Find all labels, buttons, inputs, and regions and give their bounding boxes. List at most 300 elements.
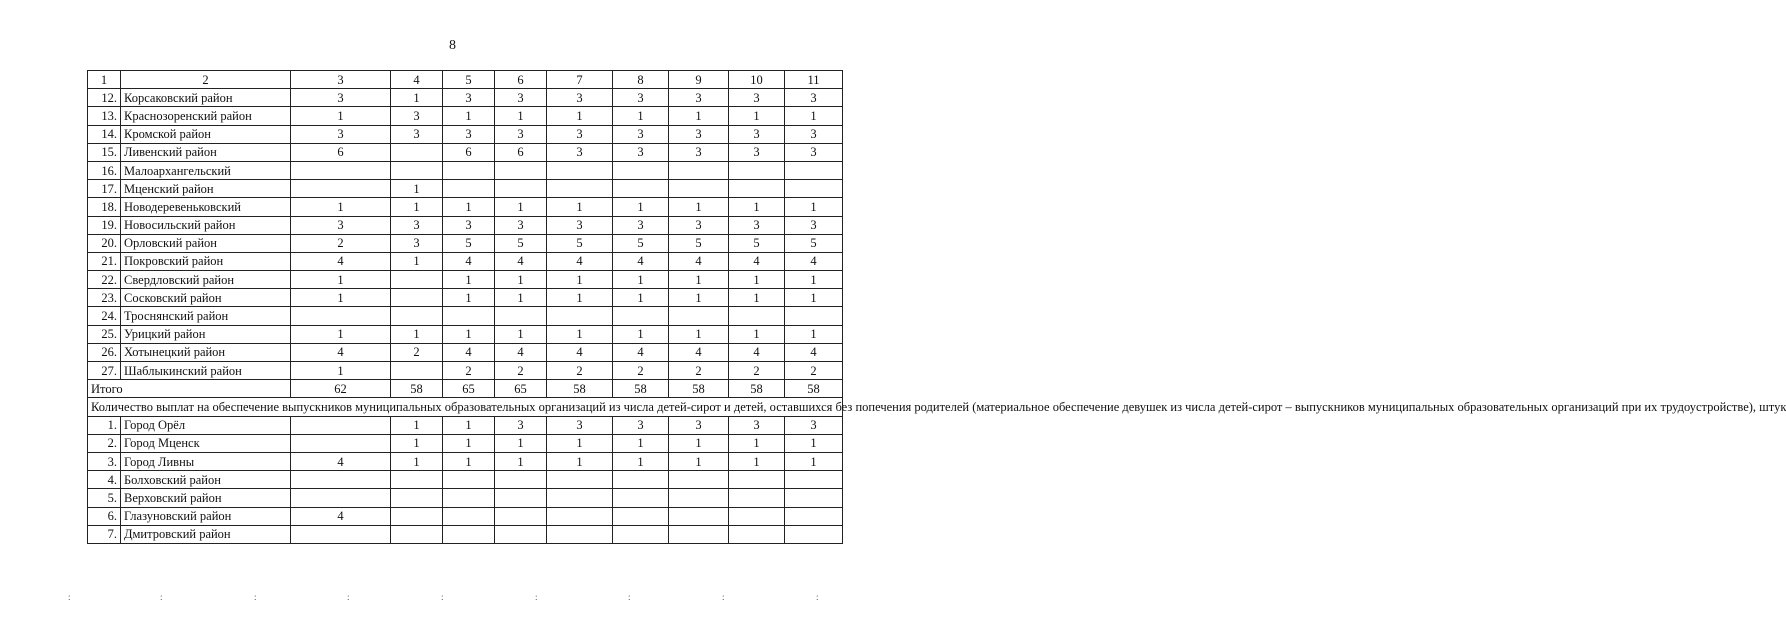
value-cell <box>547 525 613 543</box>
header-cell: 4 <box>391 71 443 89</box>
value-cell <box>391 489 443 507</box>
value-cell: 1 <box>729 198 785 216</box>
value-cell <box>613 525 669 543</box>
district-name: Город Орёл <box>121 416 291 434</box>
value-cell: 1 <box>443 198 495 216</box>
value-cell: 3 <box>547 416 613 434</box>
header-cell: 9 <box>669 71 729 89</box>
district-name: Шаблыкинский район <box>121 362 291 380</box>
row-number: 5. <box>88 489 121 507</box>
value-cell: 1 <box>495 434 547 452</box>
value-cell <box>291 434 391 452</box>
value-cell: 4 <box>785 252 843 270</box>
value-cell: 1 <box>729 271 785 289</box>
value-cell: 1 <box>785 452 843 470</box>
value-cell <box>547 507 613 525</box>
table-row <box>88 325 843 343</box>
value-cell: 1 <box>729 289 785 307</box>
value-cell: 1 <box>391 452 443 470</box>
value-cell: 1 <box>785 325 843 343</box>
value-cell: 1 <box>391 180 443 198</box>
total-value: 58 <box>729 380 785 398</box>
row-number: 17. <box>88 180 121 198</box>
table-row <box>88 362 843 380</box>
district-name: Город Мценск <box>121 434 291 452</box>
value-cell: 5 <box>613 234 669 252</box>
value-cell: 1 <box>669 325 729 343</box>
value-cell <box>495 507 547 525</box>
value-cell: 1 <box>443 452 495 470</box>
table-row <box>88 216 843 234</box>
value-cell: 4 <box>291 252 391 270</box>
value-cell: 3 <box>729 216 785 234</box>
value-cell: 1 <box>443 325 495 343</box>
value-cell: 1 <box>443 107 495 125</box>
value-cell <box>729 525 785 543</box>
value-cell: 4 <box>729 252 785 270</box>
value-cell <box>391 507 443 525</box>
value-cell <box>669 180 729 198</box>
table-row <box>88 307 843 325</box>
value-cell: 4 <box>495 252 547 270</box>
value-cell <box>785 161 843 179</box>
value-cell: 3 <box>291 216 391 234</box>
value-cell: 3 <box>613 143 669 161</box>
total-row <box>88 380 843 398</box>
value-cell: 4 <box>291 343 391 361</box>
value-cell: 1 <box>613 325 669 343</box>
value-cell: 3 <box>613 125 669 143</box>
value-cell <box>547 489 613 507</box>
header-row <box>88 71 843 89</box>
value-cell <box>547 307 613 325</box>
value-cell: 4 <box>547 343 613 361</box>
value-cell: 3 <box>443 89 495 107</box>
value-cell <box>669 471 729 489</box>
value-cell: 1 <box>547 452 613 470</box>
table-row <box>88 198 843 216</box>
value-cell <box>729 507 785 525</box>
value-cell: 3 <box>443 125 495 143</box>
value-cell <box>391 271 443 289</box>
value-cell <box>443 525 495 543</box>
value-cell: 3 <box>547 143 613 161</box>
row-number: 15. <box>88 143 121 161</box>
value-cell <box>785 489 843 507</box>
value-cell: 1 <box>669 271 729 289</box>
value-cell: 5 <box>729 234 785 252</box>
row-number: 22. <box>88 271 121 289</box>
value-cell: 1 <box>495 198 547 216</box>
value-cell: 5 <box>443 234 495 252</box>
table-row <box>88 271 843 289</box>
value-cell <box>391 143 443 161</box>
total-value: 65 <box>495 380 547 398</box>
value-cell: 3 <box>291 125 391 143</box>
value-cell: 4 <box>291 452 391 470</box>
value-cell: 1 <box>391 416 443 434</box>
value-cell <box>729 180 785 198</box>
value-cell: 1 <box>613 289 669 307</box>
table-row <box>88 252 843 270</box>
total-value: 62 <box>291 380 391 398</box>
value-cell <box>443 471 495 489</box>
value-cell: 3 <box>495 216 547 234</box>
value-cell: 1 <box>291 107 391 125</box>
value-cell <box>547 471 613 489</box>
value-cell: 4 <box>547 252 613 270</box>
value-cell: 4 <box>785 343 843 361</box>
value-cell <box>291 307 391 325</box>
row-number: 26. <box>88 343 121 361</box>
value-cell: 1 <box>443 289 495 307</box>
district-name: Новосильский район <box>121 216 291 234</box>
value-cell <box>729 471 785 489</box>
district-name: Город Ливны <box>121 452 291 470</box>
table-body <box>88 71 1786 544</box>
value-cell <box>495 489 547 507</box>
value-cell: 6 <box>443 143 495 161</box>
value-cell: 3 <box>785 416 843 434</box>
value-cell <box>729 161 785 179</box>
value-cell: 1 <box>547 271 613 289</box>
value-cell: 3 <box>547 216 613 234</box>
value-cell: 5 <box>669 234 729 252</box>
value-cell: 5 <box>547 234 613 252</box>
table-row <box>88 343 843 361</box>
value-cell: 1 <box>495 107 547 125</box>
row-number: 24. <box>88 307 121 325</box>
row-number: 27. <box>88 362 121 380</box>
value-cell: 5 <box>785 234 843 252</box>
value-cell <box>391 525 443 543</box>
total-value: 58 <box>669 380 729 398</box>
table-row <box>88 234 843 252</box>
value-cell: 3 <box>729 89 785 107</box>
header-cell: 10 <box>729 71 785 89</box>
table-row <box>88 489 843 507</box>
value-cell: 1 <box>391 198 443 216</box>
value-cell: 3 <box>785 89 843 107</box>
value-cell: 1 <box>613 198 669 216</box>
value-cell <box>495 161 547 179</box>
row-number: 6. <box>88 507 121 525</box>
value-cell: 6 <box>495 143 547 161</box>
value-cell <box>443 489 495 507</box>
value-cell: 1 <box>291 289 391 307</box>
value-cell: 1 <box>613 107 669 125</box>
district-name: Кромской район <box>121 125 291 143</box>
value-cell: 1 <box>291 198 391 216</box>
value-cell <box>613 180 669 198</box>
value-cell: 3 <box>669 89 729 107</box>
value-cell: 3 <box>729 416 785 434</box>
value-cell: 1 <box>443 434 495 452</box>
value-cell: 4 <box>729 343 785 361</box>
row-number: 7. <box>88 525 121 543</box>
value-cell: 3 <box>669 125 729 143</box>
value-cell: 2 <box>443 362 495 380</box>
value-cell <box>613 161 669 179</box>
value-cell <box>443 180 495 198</box>
value-cell <box>785 507 843 525</box>
table-row <box>88 161 843 179</box>
district-name: Верховский район <box>121 489 291 507</box>
value-cell: 6 <box>291 143 391 161</box>
table-row <box>88 289 843 307</box>
total-value: 65 <box>443 380 495 398</box>
value-cell: 3 <box>669 143 729 161</box>
value-cell <box>443 507 495 525</box>
row-number: 16. <box>88 161 121 179</box>
value-cell: 3 <box>495 416 547 434</box>
table-row <box>88 416 843 434</box>
value-cell: 4 <box>613 343 669 361</box>
table-row <box>88 471 843 489</box>
table-row <box>88 507 843 525</box>
value-cell: 3 <box>547 89 613 107</box>
district-name: Корсаковский район <box>121 89 291 107</box>
district-name: Краснозоренский район <box>121 107 291 125</box>
value-cell <box>729 489 785 507</box>
value-cell: 4 <box>443 343 495 361</box>
row-number: 20. <box>88 234 121 252</box>
value-cell: 3 <box>729 125 785 143</box>
value-cell <box>613 307 669 325</box>
value-cell <box>291 525 391 543</box>
district-name: Ливенский район <box>121 143 291 161</box>
value-cell: 3 <box>669 416 729 434</box>
value-cell: 1 <box>291 362 391 380</box>
value-cell: 1 <box>391 325 443 343</box>
value-cell: 4 <box>443 252 495 270</box>
value-cell <box>669 507 729 525</box>
header-cell: 1 <box>88 71 121 89</box>
district-name: Урицкий район <box>121 325 291 343</box>
value-cell: 1 <box>547 289 613 307</box>
value-cell: 3 <box>291 89 391 107</box>
value-cell: 2 <box>729 362 785 380</box>
value-cell <box>391 161 443 179</box>
value-cell: 3 <box>785 143 843 161</box>
district-name: Покровский район <box>121 252 291 270</box>
page-number: 8 <box>449 38 456 53</box>
table-row <box>88 525 843 543</box>
value-cell: 3 <box>391 107 443 125</box>
value-cell: 1 <box>669 107 729 125</box>
value-cell: 1 <box>391 434 443 452</box>
value-cell: 4 <box>613 252 669 270</box>
value-cell <box>495 525 547 543</box>
district-name: Глазуновский район <box>121 507 291 525</box>
row-number: 21. <box>88 252 121 270</box>
value-cell: 1 <box>669 198 729 216</box>
value-cell <box>785 525 843 543</box>
header-cell: 7 <box>547 71 613 89</box>
district-name: Орловский район <box>121 234 291 252</box>
section-heading: Количество выплат на обеспечение выпускников муниципальных образовательных организаций из числа детей-сирот и детей, оставшихся без попечения родителей (материальное обеспечение девушек из числа детей-сирот – выпускников муниципальных образовательных организаций при их трудоустройстве), штук <box>88 398 843 416</box>
value-cell <box>391 362 443 380</box>
value-cell <box>291 416 391 434</box>
value-cell <box>669 525 729 543</box>
value-cell <box>495 307 547 325</box>
table-row <box>88 107 843 125</box>
value-cell: 2 <box>391 343 443 361</box>
value-cell: 1 <box>547 107 613 125</box>
value-cell: 2 <box>613 362 669 380</box>
value-cell: 3 <box>547 125 613 143</box>
value-cell: 1 <box>669 452 729 470</box>
value-cell: 4 <box>669 252 729 270</box>
value-cell <box>613 489 669 507</box>
value-cell: 1 <box>443 271 495 289</box>
total-value: 58 <box>785 380 843 398</box>
value-cell <box>729 307 785 325</box>
total-value: 58 <box>391 380 443 398</box>
row-number: 13. <box>88 107 121 125</box>
district-name: Дмитровский район <box>121 525 291 543</box>
value-cell: 2 <box>785 362 843 380</box>
header-cell: 8 <box>613 71 669 89</box>
value-cell: 1 <box>391 252 443 270</box>
value-cell <box>443 161 495 179</box>
value-cell: 1 <box>729 107 785 125</box>
value-cell: 3 <box>391 234 443 252</box>
value-cell: 2 <box>291 234 391 252</box>
value-cell <box>291 180 391 198</box>
value-cell <box>291 161 391 179</box>
district-name: Мценский район <box>121 180 291 198</box>
value-cell: 4 <box>291 507 391 525</box>
value-cell <box>391 471 443 489</box>
value-cell: 2 <box>547 362 613 380</box>
value-cell: 1 <box>729 434 785 452</box>
header-cell: 2 <box>121 71 291 89</box>
value-cell: 1 <box>495 325 547 343</box>
district-name: Болховский район <box>121 471 291 489</box>
value-cell <box>669 489 729 507</box>
row-number: 4. <box>88 471 121 489</box>
district-name: Новодеревеньковский <box>121 198 291 216</box>
value-cell: 1 <box>669 289 729 307</box>
value-cell <box>495 471 547 489</box>
value-cell: 1 <box>669 434 729 452</box>
row-number: 19. <box>88 216 121 234</box>
value-cell: 1 <box>495 271 547 289</box>
value-cell: 4 <box>495 343 547 361</box>
value-cell: 1 <box>547 434 613 452</box>
row-number: 2. <box>88 434 121 452</box>
value-cell <box>785 471 843 489</box>
value-cell: 5 <box>495 234 547 252</box>
value-cell: 1 <box>291 271 391 289</box>
row-number: 14. <box>88 125 121 143</box>
total-value: 58 <box>613 380 669 398</box>
header-cell: 11 <box>785 71 843 89</box>
value-cell: 3 <box>669 216 729 234</box>
value-cell: 1 <box>291 325 391 343</box>
district-name: Свердловский район <box>121 271 291 289</box>
value-cell: 1 <box>495 452 547 470</box>
table-row <box>88 180 843 198</box>
value-cell <box>391 307 443 325</box>
value-cell <box>613 471 669 489</box>
value-cell <box>291 471 391 489</box>
value-cell <box>613 507 669 525</box>
header-cell: 6 <box>495 71 547 89</box>
value-cell: 1 <box>785 289 843 307</box>
value-cell <box>495 180 547 198</box>
value-cell: 1 <box>785 107 843 125</box>
row-number: 18. <box>88 198 121 216</box>
table-row <box>88 434 843 452</box>
value-cell <box>291 489 391 507</box>
district-name: Сосковский район <box>121 289 291 307</box>
value-cell: 2 <box>495 362 547 380</box>
row-number: 12. <box>88 89 121 107</box>
value-cell: 1 <box>443 416 495 434</box>
value-cell: 3 <box>495 89 547 107</box>
value-cell: 1 <box>729 325 785 343</box>
value-cell: 1 <box>547 198 613 216</box>
value-cell: 3 <box>613 416 669 434</box>
value-cell: 1 <box>613 434 669 452</box>
value-cell: 3 <box>785 216 843 234</box>
value-cell: 1 <box>785 271 843 289</box>
value-cell: 3 <box>391 216 443 234</box>
value-cell: 1 <box>613 271 669 289</box>
value-cell: 1 <box>547 325 613 343</box>
value-cell: 4 <box>669 343 729 361</box>
value-cell: 1 <box>785 434 843 452</box>
value-cell: 3 <box>613 89 669 107</box>
value-cell: 3 <box>443 216 495 234</box>
section-heading-row <box>88 398 843 416</box>
row-number: 23. <box>88 289 121 307</box>
scan-dots: : : : : : : : : : <box>68 592 819 602</box>
value-cell <box>443 307 495 325</box>
header-cell: 3 <box>291 71 391 89</box>
value-cell <box>547 180 613 198</box>
value-cell <box>785 180 843 198</box>
data-table <box>87 70 1786 544</box>
table-row <box>88 125 843 143</box>
district-name: Малоархангельский <box>121 161 291 179</box>
value-cell: 1 <box>495 289 547 307</box>
row-number: 1. <box>88 416 121 434</box>
value-cell: 1 <box>785 198 843 216</box>
value-cell: 1 <box>391 89 443 107</box>
value-cell <box>785 307 843 325</box>
district-name: Хотынецкий район <box>121 343 291 361</box>
district-name: Троснянский район <box>121 307 291 325</box>
total-value: 58 <box>547 380 613 398</box>
value-cell: 1 <box>613 452 669 470</box>
value-cell: 1 <box>729 452 785 470</box>
row-number: 3. <box>88 452 121 470</box>
value-cell: 3 <box>785 125 843 143</box>
value-cell: 3 <box>391 125 443 143</box>
table-row <box>88 452 843 470</box>
row-number: 25. <box>88 325 121 343</box>
value-cell <box>547 161 613 179</box>
table-row <box>88 89 843 107</box>
header-cell: 5 <box>443 71 495 89</box>
value-cell <box>669 161 729 179</box>
value-cell: 3 <box>729 143 785 161</box>
value-cell: 3 <box>613 216 669 234</box>
value-cell: 3 <box>495 125 547 143</box>
